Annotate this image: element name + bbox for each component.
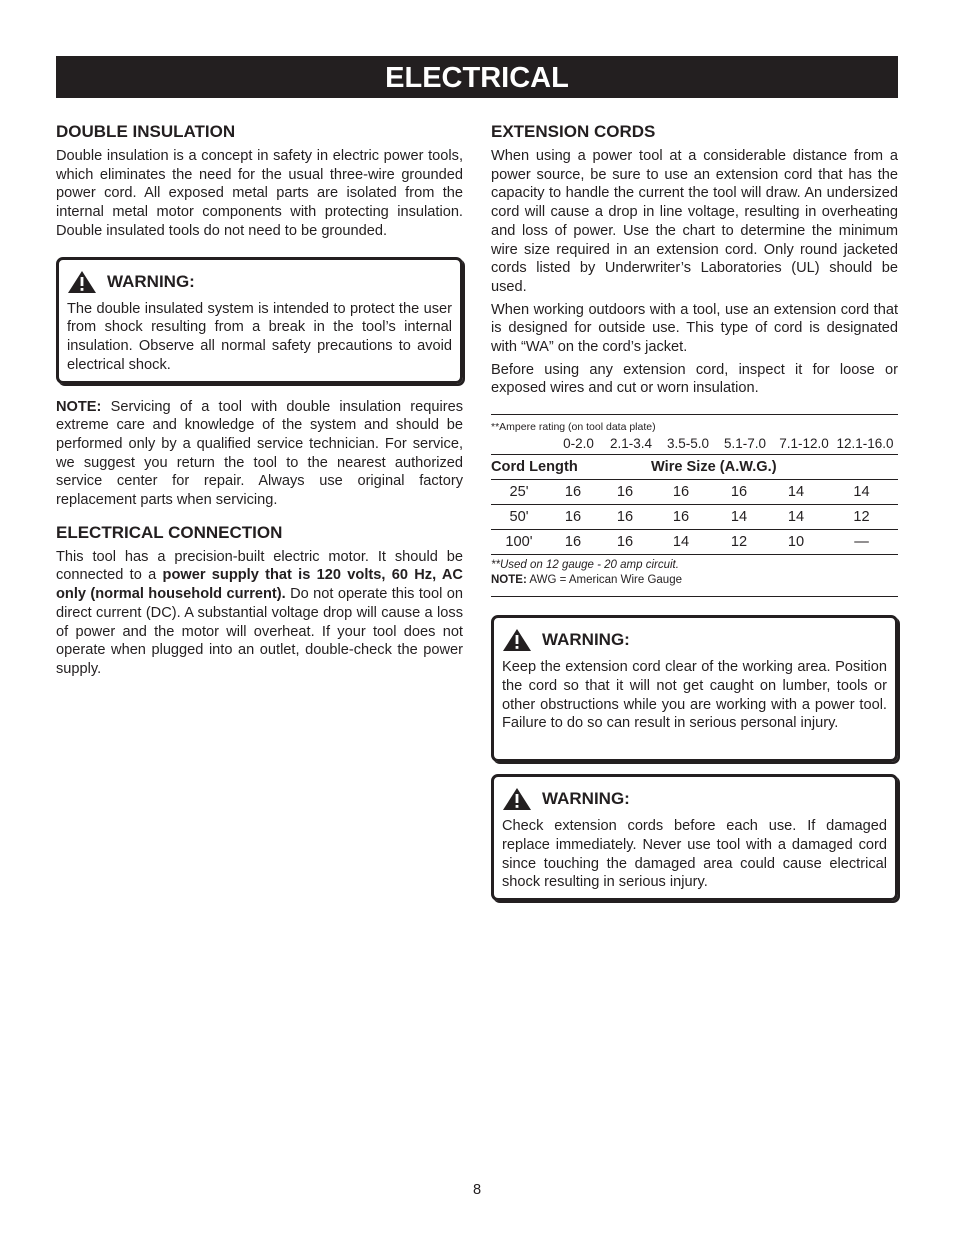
warning-box-insulation [56,257,463,384]
table-cell: 50' [491,505,547,530]
wire-size-header: Wire Size (A.W.G.) [651,455,898,480]
amp-range: 12.1-16.0 [836,436,894,452]
warning-triangle-icon [502,787,532,811]
table-cell: 12 [825,505,898,530]
circuit-footnote: **Used on 12 gauge - 20 amp circuit. [491,559,679,572]
table-cell: 16 [547,530,599,555]
electrical-connection-body [56,548,463,679]
left-column [56,121,463,679]
amp-range: 5.1-7.0 [723,436,767,452]
page-number: 8 [472,1182,482,1198]
table-cell: 16 [547,480,599,505]
table-cell: 14 [767,505,825,530]
warning-body: Keep the extension cord clear of the working area. Position the cord so that it will not get caught on lumber, tools or other obstructions while you are working with a power tool. Failure to do so can result in serious personal injury. [502,659,887,732]
table-header-row [491,455,898,480]
service-note [56,398,463,510]
note-label: NOTE: [56,398,102,415]
extension-cords-para-2: When working outdoors with a tool, use an extension cord that is designed for outside use. This type of cord is designated with “WA” on the cord’s jacket. [491,301,898,356]
table-cell: 14 [711,505,767,530]
amp-range: 2.1-3.4 [609,436,653,452]
warning-header [502,787,887,811]
section-banner: ELECTRICAL [56,56,898,98]
extension-cords-para-3: Before using any extension cord, inspect it for loose or exposed wires and cut or worn insulation. [491,361,898,397]
amp-range: 0-2.0 [563,436,594,452]
table-cell: 16 [599,530,651,555]
warning-header [502,628,887,652]
warning-triangle-icon [67,270,97,294]
amp-range: 3.5-5.0 [666,436,710,452]
table-row [491,530,898,555]
extension-cords-para-1: When using a power tool at a considerable distance from a power source, be sure to use an extension cord that has the capacity to handle the current the tool will draw. An undersized cord will cause a drop in line voltage, resulting in overheating and loss of power. Use the chart to determine the minimum wire size required in an extension cord. Only round jacketed cords listed by Underwriter’s Laboratories (UL) should be used. [491,148,898,295]
table-cell: — [825,530,898,555]
warning-header [67,270,452,294]
connection-text-start: This tool has a precision-built electric motor. It should be connected to a [56,548,463,584]
ampere-rating-note: **Ampere rating (on tool data plate) [491,421,656,434]
warning-title: WARNING: [542,630,630,650]
electrical-connection-heading: ELECTRICAL CONNECTION [56,522,283,542]
table-cell: 100' [491,530,547,555]
awg-note-label: NOTE: [491,574,527,587]
table-cell: 14 [767,480,825,505]
table-cell: 12 [711,530,767,555]
table-cell: 10 [767,530,825,555]
warning-body: Check extension cords before each use. If damaged replace immediately. Never use tool with a damaged cord since touching the damaged area could cause electrical shock resulting in serious injury. [502,818,887,891]
warning-triangle-icon [502,628,532,652]
ampere-rating-row [491,435,898,452]
connection-text-end: Do not operate this tool on direct current (DC). A substantial voltage drop will cause a loss of power and the motor will overheat. If your tool does not operate when plugged into an outlet, double-check the power supply. [56,586,463,677]
wire-size-table-block [491,414,898,597]
table-cell: 16 [651,480,711,505]
table-cell: 14 [825,480,898,505]
table-row [491,505,898,530]
table-cell: 16 [599,480,651,505]
warning-body: The double insulated system is intended to protect the user from shock resulting from a break in the tool’s internal insulation. Observe all normal safety precautions to avoid electrical shock. [67,300,452,373]
extension-cords-heading: EXTENSION CORDS [491,122,656,141]
table-row [491,480,898,505]
awg-note-body: AWG = American Wire Gauge [526,574,682,587]
right-column [491,121,898,901]
warning-title: WARNING: [107,271,195,291]
warning-title: WARNING: [542,789,630,809]
amp-range: 7.1-12.0 [779,436,829,452]
wire-size-table [491,454,898,555]
cord-length-header: Cord Length [491,455,651,480]
connection-text-bold: power supply that is 120 volts, 60 Hz, AC only (normal household current). [56,567,463,603]
table-footnote-1 [491,558,898,573]
warning-box-cord-clear [491,615,898,762]
table-cell: 16 [651,505,711,530]
double-insulation-body: Double insulation is a concept in safety in electric power tools, which eliminates the need for the usual three-wire grounded power cord. All exposed metal parts are isolated from the internal metal motor components with protecting insulation. Double insulated tools do not need to be grounded. [56,148,463,239]
table-cell: 16 [599,505,651,530]
table-cell: 16 [547,505,599,530]
table-footnote-2 [491,573,898,588]
double-insulation-heading: DOUBLE INSULATION [56,122,236,141]
warning-box-check-cords [491,774,898,901]
table-cell: 16 [711,480,767,505]
note-body: Servicing of a tool with double insulation requires extreme care and knowledge of the system and should be performed only by a qualified service technician. For service, we suggest you return the tool to the nearest authorized service center for repair. Always use original factory replacement parts when servicing. [56,398,463,509]
table-cell: 14 [651,530,711,555]
table-cell: 25' [491,480,547,505]
